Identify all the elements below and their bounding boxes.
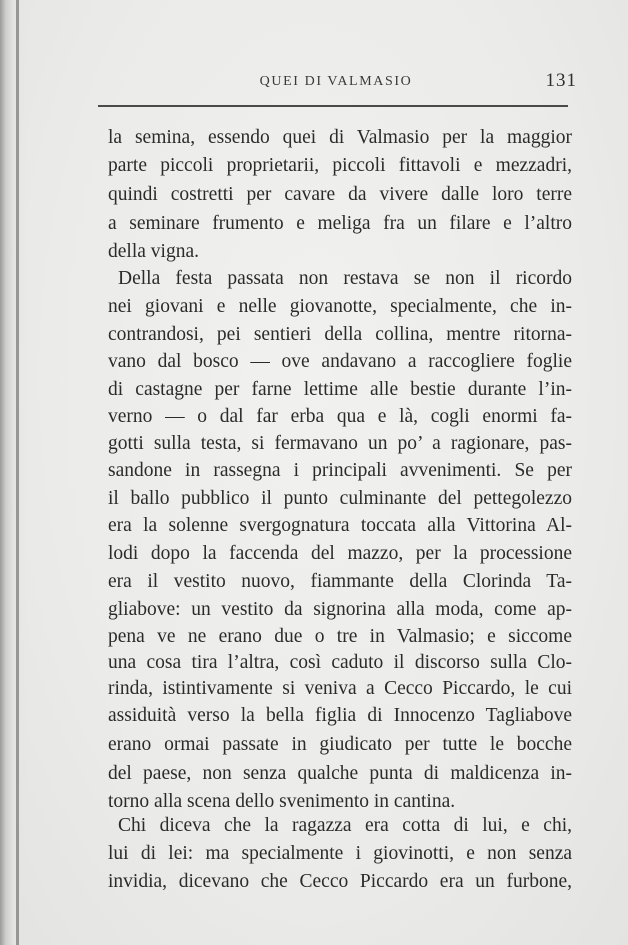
text-line: nei giovani e nelle giovanotte, specialmente, che in-: [108, 296, 572, 317]
text-line: a seminare frumento e meliga fra un filare e l’altro: [108, 213, 572, 234]
running-title: QUEI DI VALMASIO: [259, 74, 413, 89]
text-line: invidia, dicevano che Cecco Piccardo era un furbone,: [108, 871, 572, 892]
text-line: gotti sulla testa, si fermavano un po’ a ragionare, pas-: [108, 433, 572, 454]
text-line: sandone in rassegna i principali avvenimenti. Se per: [108, 460, 572, 481]
text-line: gliabove: un vestito da signorina alla moda, come ap-: [108, 599, 572, 620]
text-line: vano dal bosco — ove andavano a raccogliere foglie: [108, 351, 572, 372]
text-line: assiduità verso la bella figlia di Innocenzo Tagliabove: [108, 705, 572, 726]
text-line: parte piccoli proprietarii, piccoli fittavoli e mezzadri,: [108, 155, 572, 176]
text-line: il ballo pubblico il punto culminante del pettegolezzo: [108, 488, 572, 509]
text-line: rinda, istintivamente si veniva a Cecco Piccardo, le cui: [108, 678, 572, 699]
text-line: lui di lei: ma specialmente i giovinotti, e non senza: [108, 843, 572, 864]
text-line: torno alla scena dello svenimento in cantina.: [108, 791, 456, 812]
text-line: una cosa tira l’altra, così caduto il discorso sulla Clo-: [108, 652, 572, 673]
text-line: pena ve ne erano due o tre in Valmasio; e siccome: [108, 626, 572, 647]
text-line: di castagne per farne lettime alle bestie durante l’in-: [108, 379, 572, 400]
text-line: lodi dopo la faccenda del mazzo, per la processione: [108, 543, 572, 564]
text-line: del paese, non senza qualche punta di maldicenza in-: [108, 763, 572, 784]
text-line: della vigna.: [108, 241, 199, 262]
text-line: era la solenne svergognatura toccata alla Vittorina Al-: [108, 515, 572, 536]
text-line: verno — o dal far erba qua e là, cogli enormi fa-: [108, 406, 572, 427]
text-line: Della festa passata non restava se non il ricordo: [118, 268, 572, 289]
text-line: Chi diceva che la ragazza era cotta di lui, e chi,: [118, 815, 572, 836]
text-line: era il vestito nuovo, fiammante della Clorinda Ta-: [108, 571, 572, 592]
text-line: quindi costretti per cavare da vivere dalle loro terre: [108, 184, 572, 205]
text-line: erano ormai passate in giudicato per tutte le bocche: [108, 734, 572, 755]
text-line: la semina, essendo quei di Valmasio per la maggior: [108, 127, 572, 148]
text-line: contrandosi, pei sentieri della collina, mentre ritorna-: [108, 324, 572, 345]
page-number: 131: [545, 70, 577, 91]
